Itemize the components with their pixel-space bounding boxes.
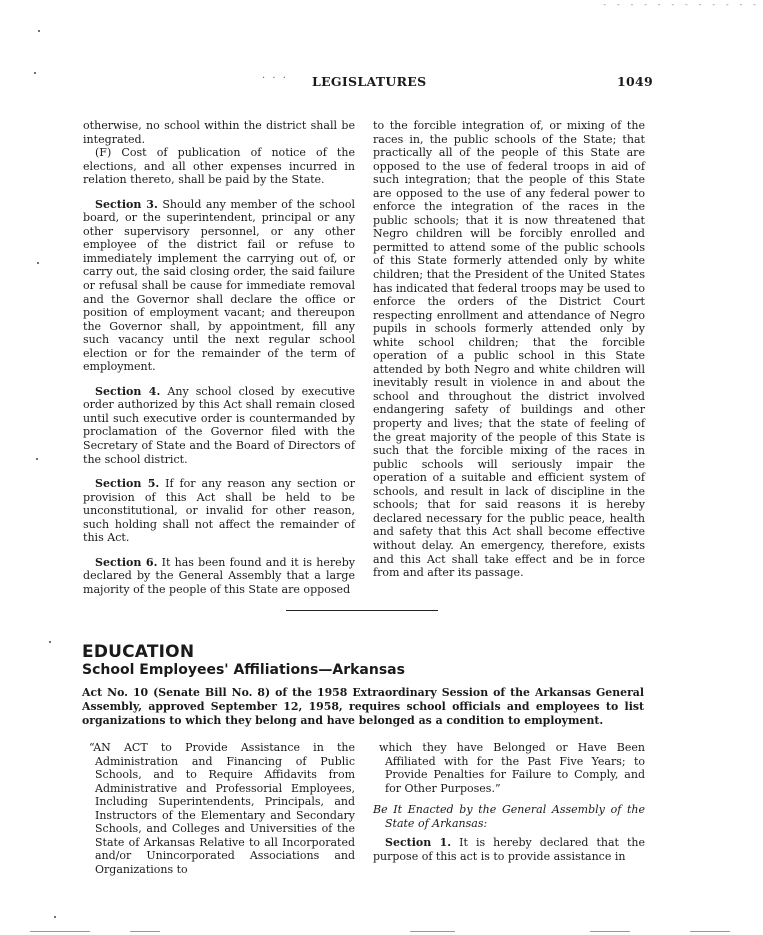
section-5 <box>83 477 355 545</box>
section-label: Section 6. <box>95 555 158 569</box>
paragraph: otherwise, no school within the district shall be integrated. <box>83 119 355 146</box>
scan-artifact <box>54 916 56 918</box>
scan-artifact: - - - - - - - - - - - - <box>602 0 759 9</box>
scan-artifact <box>36 458 38 460</box>
act-summary: Act No. 10 (Senate Bill No. 8) of the 1958 Extraordinary Session of the Arkansas General Assembly, approved September 12, 1958, requires school officials and employees to list organizations to which they belong and have belonged as a condition to employment. <box>82 686 644 727</box>
act-title-right <box>373 741 645 863</box>
scan-artifact <box>410 931 455 932</box>
section-text: Should any member of the school board, or the superintendent, principal or any other supervisory personnel, or any other employee of the district fail or refuse to immediately implement the carrying out of, or carry out, the said closing order, the said failure or refusal shall be cause for immediate removal and the Governor shall declare the office or position of employment vacant; and thereupon the Governor shall, by appointment, fill any such vacancy until the next regular school election or for the remainder of the term of employment. <box>83 197 355 374</box>
section-text: If for any reason any section or provision of this Act shall be held to be unconstitutional, or invalid for other reason, such holding shall not affect the remainder of this Act. <box>83 477 355 545</box>
section-heading: EDUCATION <box>82 642 195 662</box>
paragraph: to the forcible integration of, or mixing of the races in, the public schools of the State; that practically all of the people of this State are opposed to the use of federal troops in aid of such integration; that the people of this State are opposed to the use of any federal power to enforce the integration of the races in the public schools; that it is now threatened that Negro children will be forcibly enrolled and permitted to attend some of the public schools of this State formerly attended only by white children; that the President of the United States has indicated that federal troops may be used to enforce the orders of the District Court respecting enrollment and attendance of Negro pupils in schools formerly attended only by white school children; that the forcible operation of a public school in this State attended by both Negro and white children will inevitably result in violence in and about the school and throughout the district involved endangering safety of buildings and other property and lives; that the state of feeling of the great majority of the people of this State is such that the forcible mixing of the races in public schools will seriously impair the operation of a suitable and efficient system of schools, and result in lack of discipline in the schools; that for said reasons it is hereby declared necessary for the public peace, health and safety that this Act shall become effective without delay. An emergency, therefore, exists and this Act shall take effect and be in force from and after its passage. <box>373 119 645 580</box>
section-3 <box>83 198 355 374</box>
act-title-text: which they have Belonged or Have Been Affiliated with for the Past Five Years; to Provide Penalties for Failure to Comply, and for Other Purposes.” <box>379 741 645 795</box>
act-title-left <box>83 741 355 876</box>
scan-artifact <box>30 931 90 932</box>
section-subheading: School Employees' Affiliations—Arkansas <box>82 662 405 678</box>
section-label: Section 4. <box>95 384 161 398</box>
running-head-title: LEGISLATURES <box>312 74 427 89</box>
page-number: 1049 <box>617 74 653 89</box>
enacting-clause: Be It Enacted by the General Assembly of the State of Arkansas: <box>373 803 645 830</box>
section-text: It has been found and it is hereby declared by the General Assembly that a large majority of the people of this State are opposed <box>83 555 356 596</box>
section-text: Any school closed by executive order authorized by this Act shall remain closed until such executive order is countermanded by proclamation of the Governor filed with the Secretary of State and the Board of Directors of the school district. <box>83 384 356 466</box>
section-1 <box>373 836 645 863</box>
section-label: Section 5. <box>95 477 160 491</box>
paragraph: (F) Cost of publication of notice of the elections, and all other expenses incurred in relation thereto, shall be paid by the State. <box>83 146 355 187</box>
scan-artifact <box>38 30 40 32</box>
scan-artifact <box>130 931 160 932</box>
section-label: Section 3. <box>95 197 158 211</box>
scan-artifact: · · · <box>262 73 288 84</box>
scan-artifact <box>590 931 630 932</box>
section-4 <box>83 385 355 466</box>
right-column <box>373 119 645 580</box>
section-divider <box>286 610 438 611</box>
act-title-text: “AN ACT to Provide Assistance in the Administration and Financing of Public Schools, and to Require Affidavits from Administrative and Professorial Employees, Including Superintendents, Principals, and Instructors of the Elementary and Secondary Schools, and Colleges and Universities of the State of Arkansas Relative to all Incorporated and/or Unincorporated Associations and Organizations to <box>89 741 355 876</box>
section-text: It is hereby declared that the purpose of this act is to provide assistance in <box>373 836 645 863</box>
scan-artifact <box>690 931 730 932</box>
section-6 <box>83 556 355 597</box>
scan-artifact <box>49 641 51 643</box>
left-column <box>83 119 355 597</box>
scan-artifact <box>37 262 39 264</box>
section-label: Section 1. <box>385 836 452 850</box>
scan-artifact <box>34 72 36 74</box>
